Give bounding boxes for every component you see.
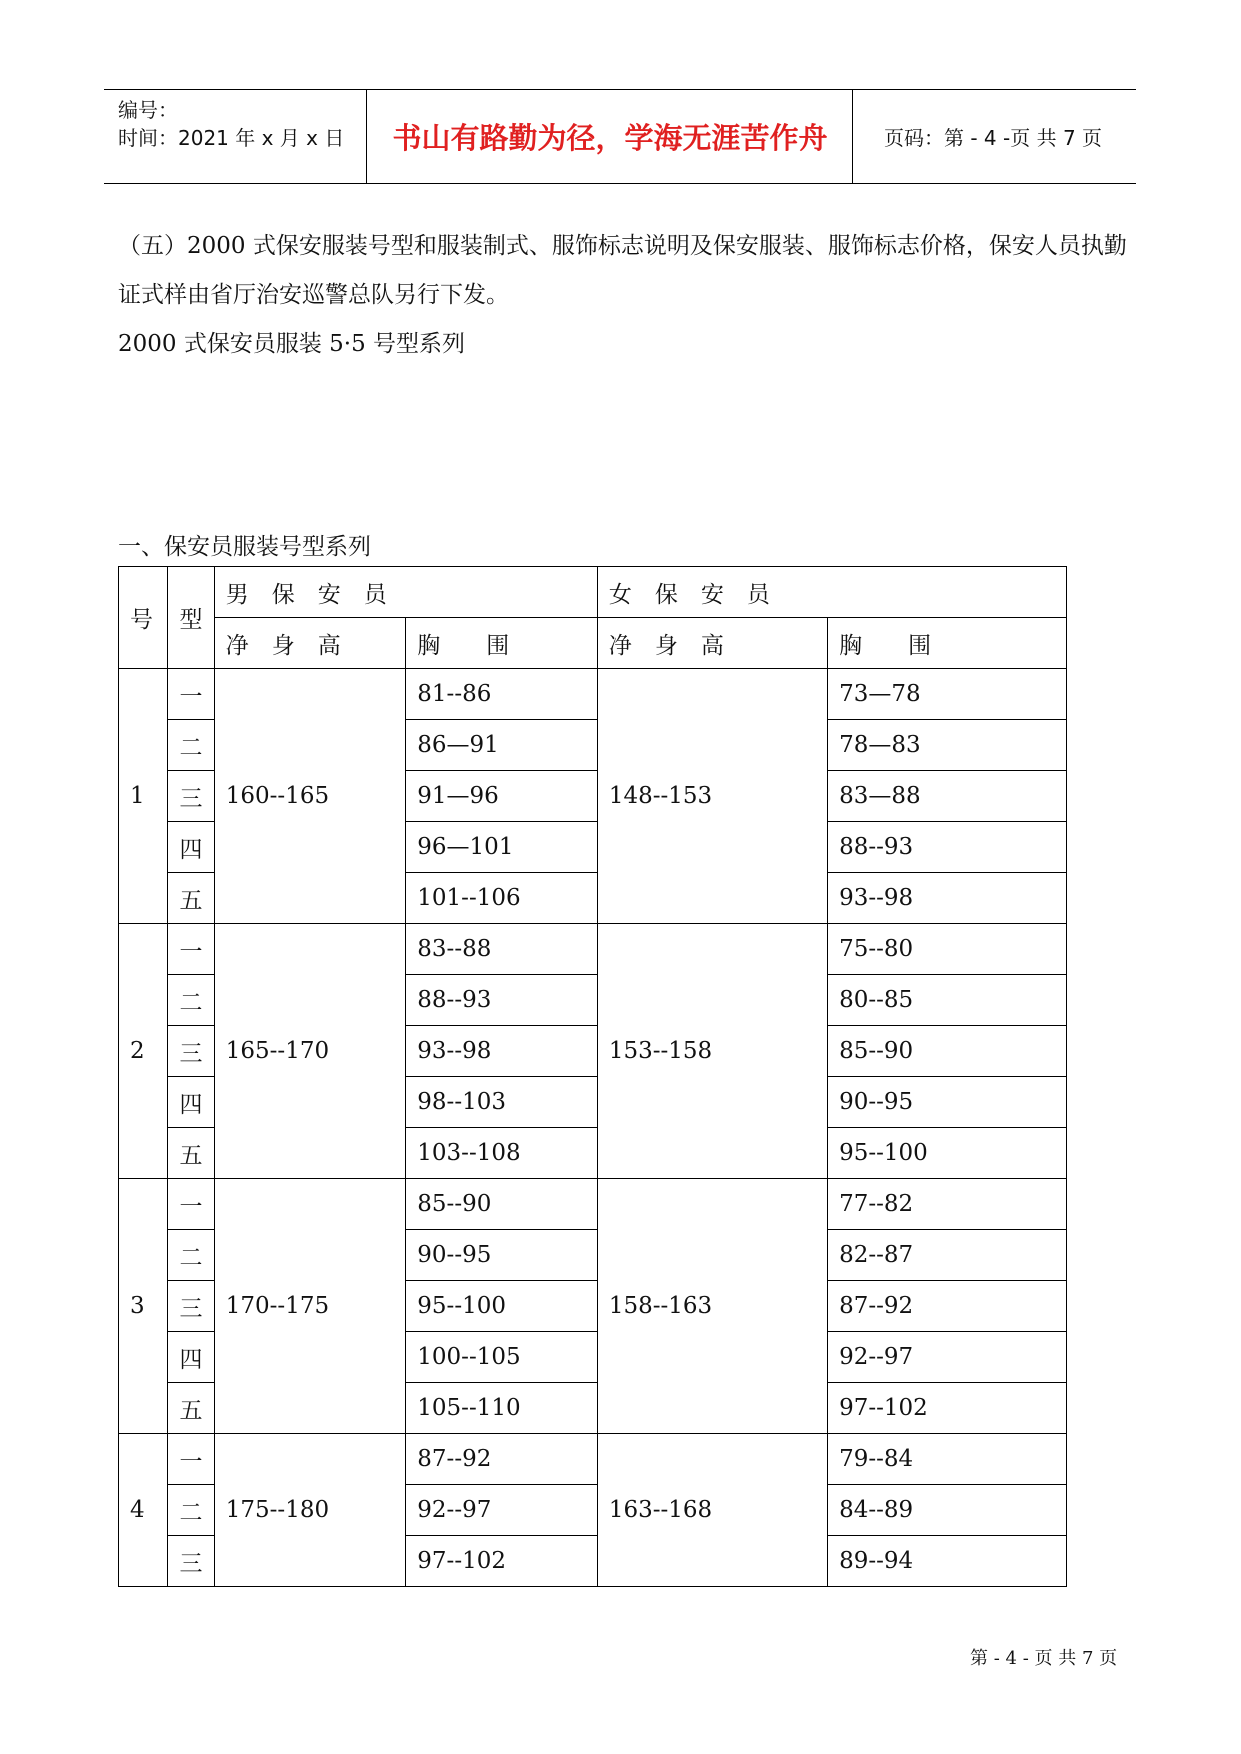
male-height: 175--180 (214, 1434, 406, 1587)
type-cell: 三 (168, 1281, 214, 1332)
size-number: 4 (119, 1434, 168, 1587)
female-chest: 89--94 (828, 1536, 1067, 1587)
type-cell: 一 (168, 924, 214, 975)
type-cell: 二 (168, 720, 214, 771)
header-left-cell (104, 90, 367, 183)
type-cell: 二 (168, 1230, 214, 1281)
male-chest: 86—91 (406, 720, 598, 771)
table-row (119, 1179, 1067, 1230)
header-page-info: 页码：第 - 4 -页 共 7 页 (884, 126, 1103, 150)
male-chest: 95--100 (406, 1281, 598, 1332)
time-label: 时间：2021 年 x 月 x 日 (118, 126, 345, 150)
female-chest: 83—88 (828, 771, 1067, 822)
male-chest: 97--102 (406, 1536, 598, 1587)
header-female-height: 净 身 高 (597, 618, 827, 669)
type-cell: 四 (168, 1332, 214, 1383)
type-cell: 一 (168, 669, 214, 720)
male-chest: 100--105 (406, 1332, 598, 1383)
male-chest: 88--93 (406, 975, 598, 1026)
size-number: 1 (119, 669, 168, 924)
header-female-chest: 胸 围 (828, 618, 1067, 669)
header-male-chest: 胸 围 (406, 618, 598, 669)
type-cell: 三 (168, 1536, 214, 1587)
male-chest: 93--98 (406, 1026, 598, 1077)
female-height: 158--163 (597, 1179, 827, 1434)
header-xing: 型 (168, 567, 214, 669)
male-chest: 83--88 (406, 924, 598, 975)
type-cell: 二 (168, 1485, 214, 1536)
header-motto: 书山有路勤为径，学海无涯苦作舟 (368, 90, 853, 183)
female-chest: 92--97 (828, 1332, 1067, 1383)
table-row (119, 1434, 1067, 1485)
male-chest: 81--86 (406, 669, 598, 720)
male-chest: 85--90 (406, 1179, 598, 1230)
type-cell: 五 (168, 1383, 214, 1434)
male-chest: 91—96 (406, 771, 598, 822)
male-chest: 92--97 (406, 1485, 598, 1536)
header-male: 男 保 安 员 (214, 567, 597, 618)
type-cell: 四 (168, 822, 214, 873)
table-row (119, 924, 1067, 975)
type-cell: 三 (168, 771, 214, 822)
female-chest: 77--82 (828, 1179, 1067, 1230)
male-chest: 96—101 (406, 822, 598, 873)
page-footer: 第 - 4 - 页 共 7 页 (970, 1648, 1118, 1669)
document-header (104, 89, 1136, 184)
female-chest: 75--80 (828, 924, 1067, 975)
male-height: 160--165 (214, 669, 406, 924)
male-chest: 90--95 (406, 1230, 598, 1281)
female-chest: 87--92 (828, 1281, 1067, 1332)
type-cell: 一 (168, 1434, 214, 1485)
table-row (119, 669, 1067, 720)
female-height: 148--153 (597, 669, 827, 924)
body-paragraph: （五）2000 式保安服装号型和服装制式、服饰标志说明及保安服装、服饰标志价格，保安人员执勤证式样由省厅治安巡警总队另行下发。 (118, 233, 1127, 308)
female-chest: 88--93 (828, 822, 1067, 873)
female-chest: 73—78 (828, 669, 1067, 720)
female-chest: 85--90 (828, 1026, 1067, 1077)
type-cell: 三 (168, 1026, 214, 1077)
series-subtitle: 2000 式保安员服装 5·5 号型系列 (118, 331, 466, 357)
size-table-body (119, 669, 1067, 1587)
male-chest: 101--106 (406, 873, 598, 924)
type-cell: 二 (168, 975, 214, 1026)
female-height: 163--168 (597, 1434, 827, 1587)
type-cell: 五 (168, 1128, 214, 1179)
size-number: 2 (119, 924, 168, 1179)
header-female: 女 保 安 员 (597, 567, 1066, 618)
type-cell: 五 (168, 873, 214, 924)
female-chest: 84--89 (828, 1485, 1067, 1536)
male-chest: 87--92 (406, 1434, 598, 1485)
male-height: 170--175 (214, 1179, 406, 1434)
male-height: 165--170 (214, 924, 406, 1179)
header-male-height: 净 身 高 (214, 618, 406, 669)
female-chest: 80--85 (828, 975, 1067, 1026)
female-chest: 90--95 (828, 1077, 1067, 1128)
number-label: 编号： (118, 98, 178, 122)
type-cell: 四 (168, 1077, 214, 1128)
size-number: 3 (119, 1179, 168, 1434)
female-height: 153--158 (597, 924, 827, 1179)
female-chest: 82--87 (828, 1230, 1067, 1281)
female-chest: 93--98 (828, 873, 1067, 924)
size-table (118, 566, 1067, 1587)
male-chest: 105--110 (406, 1383, 598, 1434)
male-chest: 98--103 (406, 1077, 598, 1128)
header-hao: 号 (119, 567, 168, 669)
female-chest: 79--84 (828, 1434, 1067, 1485)
female-chest: 95--100 (828, 1128, 1067, 1179)
section-title: 一、保安员服装号型系列 (118, 534, 371, 560)
female-chest: 97--102 (828, 1383, 1067, 1434)
male-chest: 103--108 (406, 1128, 598, 1179)
type-cell: 一 (168, 1179, 214, 1230)
female-chest: 78—83 (828, 720, 1067, 771)
